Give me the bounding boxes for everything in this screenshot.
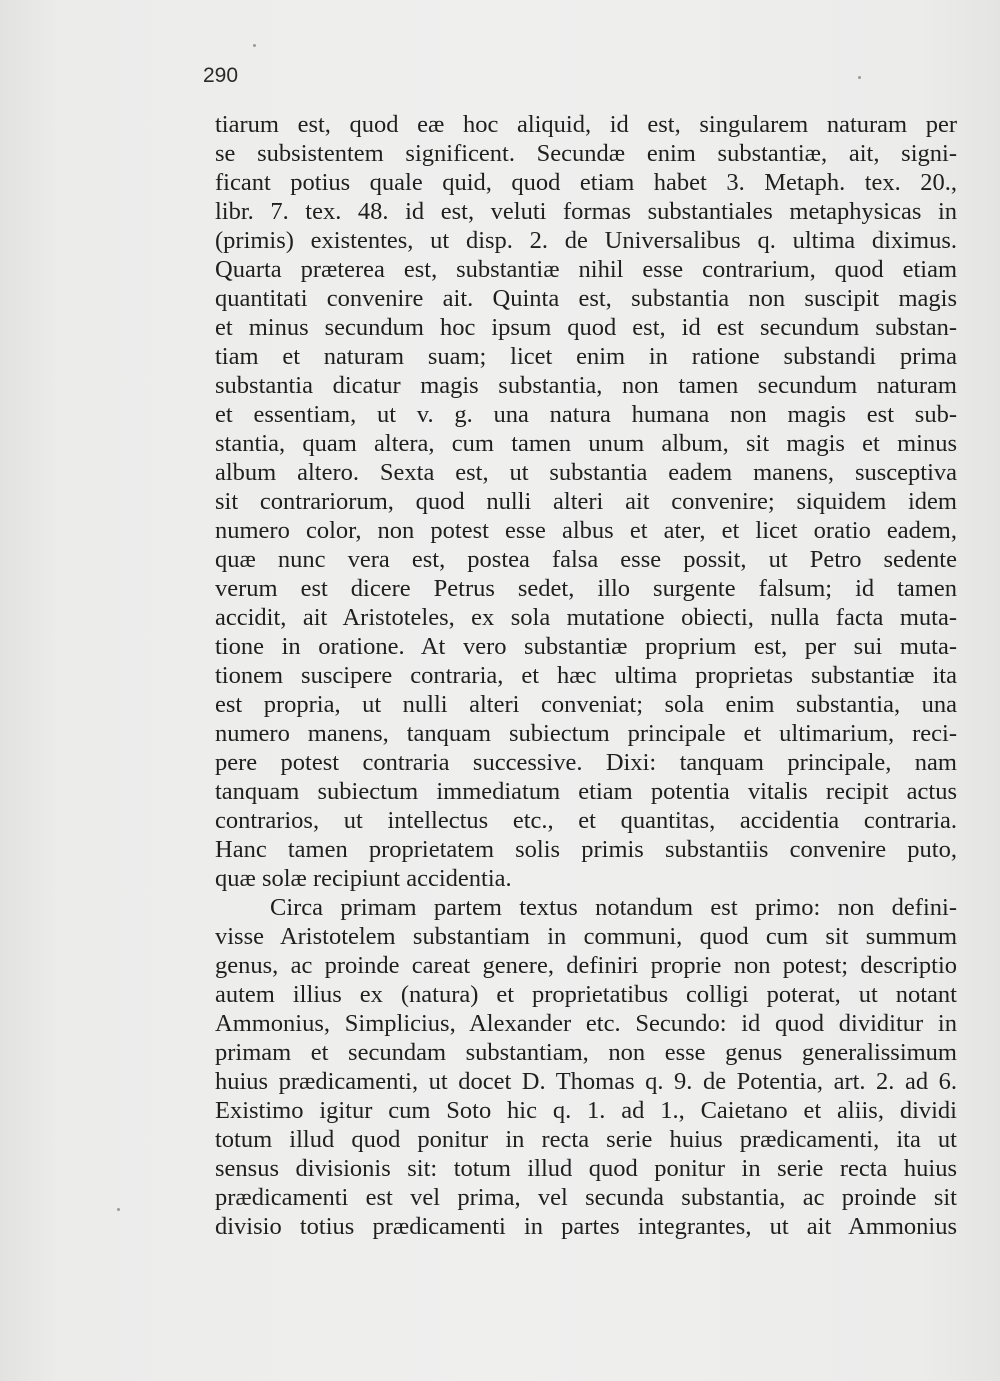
text-line: est propria, ut nulli alteri conveniat; sola enim substantia, una [215, 691, 957, 718]
text-line: (primis) existentes, ut disp. 2. de Universalibus q. ultima diximus. [215, 227, 957, 254]
text-line: autem illius ex (natura) et proprietatibus colligi poterat, ut notant [215, 981, 957, 1008]
text-line: contrarios, ut intellectus etc., et quantitas, accidentia contraria. [215, 807, 957, 834]
paper-speck [117, 1208, 120, 1211]
text-line: et essentiam, ut v. g. una natura humana non magis est sub- [215, 401, 957, 428]
text-line: totum illud quod ponitur in recta serie huius prædicamenti, ita ut [215, 1126, 957, 1153]
text-line: sit contrariorum, quod nulli alteri ait convenire; siquidem idem [215, 488, 957, 515]
text-line: tiarum est, quod eæ hoc aliquid, id est, singularem naturam per [215, 111, 957, 138]
text-line: genus, ac proinde careat genere, definiri proprie non potest; descriptio [215, 952, 957, 979]
text-line: Existimo igitur cum Soto hic q. 1. ad 1., Caietano et aliis, dividi [215, 1097, 957, 1124]
body-text [215, 110, 957, 1241]
text-line: Quarta præterea est, substantiæ nihil esse contrarium, quod etiam [215, 256, 957, 283]
page-number: 290 [203, 64, 239, 87]
text-line: Ammonius, Simplicius, Alexander etc. Secundo: id quod dividitur in [215, 1010, 957, 1037]
text-line: prædicamenti est vel prima, vel secunda substantia, ac proinde sit [215, 1184, 957, 1211]
paper-speck [253, 44, 256, 47]
text-line: accidit, ait Aristoteles, ex sola mutatione obiecti, nulla facta muta- [215, 604, 957, 631]
text-line: quantitati convenire ait. Quinta est, substantia non suscipit magis [215, 285, 957, 312]
text-line: numero color, non potest esse albus et ater, et licet oratio eadem, [215, 517, 957, 544]
text-line: substantia dicatur magis substantia, non tamen secundum naturam [215, 372, 957, 399]
text-line: tione in oratione. At vero substantiæ proprium est, per sui muta- [215, 633, 957, 660]
text-line: tanquam subiectum immediatum etiam potentia vitalis recipit actus [215, 778, 957, 805]
text-line: primam et secundam substantiam, non esse genus generalissimum [215, 1039, 957, 1066]
paragraph-start-line: Circa primam partem textus notandum est primo: non defini- [270, 894, 957, 921]
paper-speck [858, 76, 861, 79]
paragraph-end-line: quæ solæ recipiunt accidentia. [215, 865, 512, 892]
text-line: se subsistentem significent. Secundæ enim substantiæ, ait, signi- [215, 140, 957, 167]
text-line: numero manens, tanquam subiectum principale et ultimarium, reci- [215, 720, 957, 747]
text-line: libr. 7. tex. 48. id est, veluti formas substantiales metaphysicas in [215, 198, 957, 225]
text-line: Hanc tamen proprietatem solis primis substantiis convenire puto, [215, 836, 957, 863]
text-line: pere potest contraria successive. Dixi: tanquam principale, nam [215, 749, 957, 776]
text-line: et minus secundum hoc ipsum quod est, id est secundum substan- [215, 314, 957, 341]
text-line: sensus divisionis sit: totum illud quod ponitur in serie recta huius [215, 1155, 957, 1182]
text-line: verum est dicere Petrus sedet, illo surgente falsum; id tamen [215, 575, 957, 602]
text-line: visse Aristotelem substantiam in communi, quod cum sit summum [215, 923, 957, 950]
text-line: ficant potius quale quid, quod etiam habet 3. Metaph. tex. 20., [215, 169, 957, 196]
text-line: quæ nunc vera est, postea falsa esse possit, ut Petro sedente [215, 546, 957, 573]
text-line: album altero. Sexta est, ut substantia eadem manens, susceptiva [215, 459, 957, 486]
text-line: tionem suscipere contraria, et hæc ultima proprietas substantiæ ita [215, 662, 957, 689]
text-line: divisio totius prædicamenti in partes integrantes, ut ait Ammonius [215, 1213, 957, 1240]
text-line: stantia, quam altera, cum tamen unum album, sit magis et minus [215, 430, 957, 457]
text-line: huius prædicamenti, ut docet D. Thomas q. 9. de Potentia, art. 2. ad 6. [215, 1068, 957, 1095]
text-line: tiam et naturam suam; licet enim in ratione substandi prima [215, 343, 957, 370]
